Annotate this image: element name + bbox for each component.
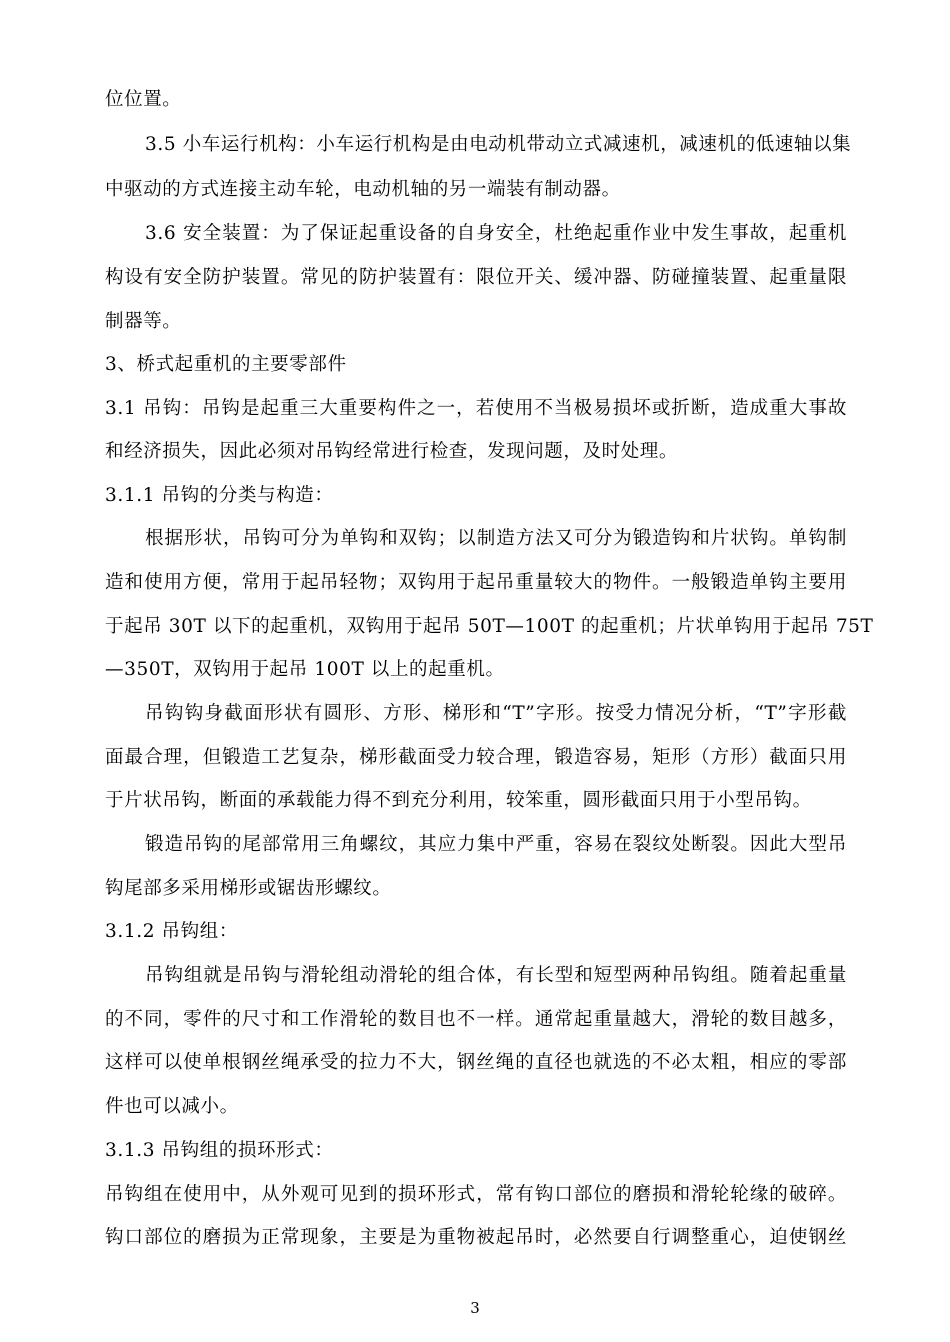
subsection-heading: 3.1.1 吊钩的分类与构造：: [105, 485, 334, 506]
subsection-heading: 3.1.3 吊钩组的损环形式：: [105, 1140, 334, 1161]
paragraph-line: 钩尾部多采用梯形或锯齿形螺纹。: [105, 878, 392, 899]
paragraph-line: 吊钩组在使用中，从外观可见到的损环形式，常有钩口部位的磨损和滑轮轮缘的破碎。: [105, 1184, 847, 1205]
text-line: 位位置。: [105, 89, 182, 110]
section-3-6-line-3: 制器等。: [105, 311, 182, 332]
paragraph-line: 根据形状，吊钩可分为单钩和双钩；以制造方法又可分为锻造钩和片状钩。单钩制: [145, 528, 847, 549]
paragraph-line: 吊钩钩身截面形状有圆形、方形、梯形和“T”字形。按受力情况分析，“T”字形截: [145, 703, 847, 724]
paragraph-line: 钩口部位的磨损为正常现象，主要是为重物被起吊时，必然要自行调整重心，迫使钢丝: [105, 1227, 847, 1248]
section-3-5-line-1: 3.5 小车运行机构：小车运行机构是由电动机带动立式减速机，减速机的低速轴以集: [145, 134, 852, 155]
paragraph-line: 这样可以使单根钢丝绳承受的拉力不大，钢丝绳的直径也就选的不必太粗，相应的零部: [105, 1052, 847, 1073]
section-3-1-line-1: 3.1 吊钩：吊钩是起重三大重要构件之一，若使用不当极易损坏或折断，造成重大事故: [105, 398, 847, 419]
paragraph-line: 的不同，零件的尺寸和工作滑轮的数目也不一样。通常起重量越大，滑轮的数目越多，: [105, 1009, 847, 1030]
section-3-5-line-2: 中驱动的方式连接主动车轮，电动机轴的另一端装有制动器。: [105, 179, 621, 200]
paragraph-line: —350T，双钩用于起吊 100T 以上的起重机。: [105, 659, 505, 680]
paragraph-line: 于起吊 30T 以下的起重机，双钩用于起吊 50T—100T 的起重机；片状单钩用于起吊 75T: [105, 616, 874, 637]
paragraph-line: 于片状吊钩，断面的承载能力得不到充分利用，较笨重，圆形截面只用于小型吊钩。: [105, 790, 812, 811]
section-3-6-line-2: 构设有安全防护装置。常见的防护装置有：限位开关、缓冲器、防碰撞装置、起重量限: [105, 267, 847, 288]
paragraph-line: 锻造吊钩的尾部常用三角螺纹，其应力集中严重，容易在裂纹处断裂。因此大型吊: [145, 834, 847, 855]
paragraph-line: 吊钩组就是吊钩与滑轮组动滑轮的组合体，有长型和短型两种吊钩组。随着起重量: [145, 965, 847, 986]
paragraph-line: 件也可以减小。: [105, 1096, 239, 1117]
section-3-1-line-2: 和经济损失，因此必须对吊钩经常进行检查，发现问题，及时处理。: [105, 441, 679, 462]
paragraph-line: 面最合理，但锻造工艺复杂，梯形截面受力较合理，锻造容易，矩形（方形）截面只用: [105, 747, 847, 768]
subsection-heading: 3.1.2 吊钩组：: [105, 921, 238, 942]
paragraph-line: 造和使用方便，常用于起吊轻物；双钩用于起吊重量较大的物件。一般锻造单钩主要用: [105, 572, 847, 593]
page-number: 3: [470, 1299, 480, 1317]
section-3-6-line-1: 3.6 安全装置：为了保证起重设备的自身安全，杜绝起重作业中发生事故，起重机: [145, 223, 847, 244]
section-heading: 3、桥式起重机的主要零部件: [105, 354, 347, 375]
